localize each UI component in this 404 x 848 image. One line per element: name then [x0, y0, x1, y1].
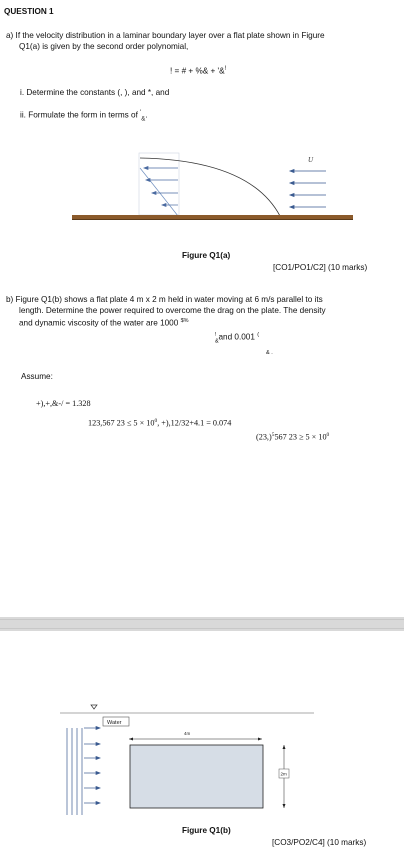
part-a-line1: a) If the velocity distribution in a laminar boundary layer over a flat plate shown in Figure [6, 31, 325, 40]
freestream-arrows [290, 170, 326, 209]
velocity-profile-curve [140, 168, 178, 216]
profile-arrows [144, 167, 178, 207]
item-ii: ii. Formulate the form in terms of '$_{\&}$. [20, 110, 148, 123]
formula-3-sup2: 0 [326, 432, 330, 438]
length-label: 4m [184, 731, 191, 736]
plate-q1b [130, 745, 263, 808]
figure-q1b-caption: Figure Q1(b) [182, 826, 231, 835]
water-surface-marker [91, 705, 97, 709]
item-i: i. Determine the constants (, ), and *, and [20, 88, 170, 97]
equation-sup: ! [224, 66, 227, 72]
item-ii-text: ii. Formulate the form in terms of [20, 110, 141, 120]
part-b-line1: b) Figure Q1(b) shows a flat plate 4 m x 2 m held in water moving at 6 m/s parallel to its [6, 295, 323, 304]
formula-2-text: 123,567 23 ≤ 5 × 10 [88, 418, 155, 428]
flat-plate [72, 215, 353, 219]
part-b-line2: length. Determine the power required to overcome the drag on the plate. The density [19, 306, 326, 315]
figure-q1a-caption: Figure Q1(a) [182, 251, 231, 260]
equation-text: ! = # + %& + '& [170, 66, 225, 76]
formula-1: +),+,&-/ = 1.328 [36, 399, 91, 408]
formula-3-tail: 567 23 ≥ 5 × 10 [274, 432, 327, 442]
velocity-equation [170, 64, 226, 77]
width-label: 2m [280, 771, 287, 777]
part-b-line4-text: and 0.001 [218, 332, 255, 342]
part-b-marks: [CO3/PO2/C4] (10 marks) [272, 838, 367, 847]
viscosity-unit-frac: & . [266, 350, 273, 356]
viscosity-pre: & [215, 338, 219, 345]
formula-3-sup: 5 [271, 432, 275, 438]
inflow-arrows [84, 727, 100, 805]
profile-box [139, 153, 179, 215]
part-a-marks: [CO1/PO1/C2] (10 marks) [273, 263, 368, 272]
formula-2-sup: 0 [154, 418, 158, 424]
inflow-lines [67, 728, 82, 815]
figure-q1b [0, 700, 404, 820]
part-a-line2: Q1(a) is given by the second order polynomial, [19, 42, 189, 51]
viscosity-sup: ! [214, 332, 217, 338]
figure-q1a [0, 138, 404, 248]
part-b-line3 [19, 316, 189, 329]
page-divider [0, 617, 404, 631]
formula-3-text: (23,) [256, 432, 272, 442]
item-ii-tail: . [145, 110, 148, 120]
formula-2-mid: , +),12/32+4.1 = 0.074 [157, 418, 232, 428]
question-heading: QUESTION 1 [4, 7, 54, 16]
formula-2 [88, 416, 231, 429]
density-unit: $% [180, 318, 189, 324]
u-label: U [308, 156, 314, 164]
part-b-line3-text: and dynamic viscosity of the water are 1000 [19, 318, 179, 328]
water-label: Water [107, 720, 122, 726]
boundary-layer-curve [140, 158, 280, 216]
part-b-line4 [215, 330, 259, 347]
formula-3 [256, 430, 329, 443]
viscosity-unit: ( [257, 332, 260, 338]
assume-label: Assume: [21, 372, 53, 381]
